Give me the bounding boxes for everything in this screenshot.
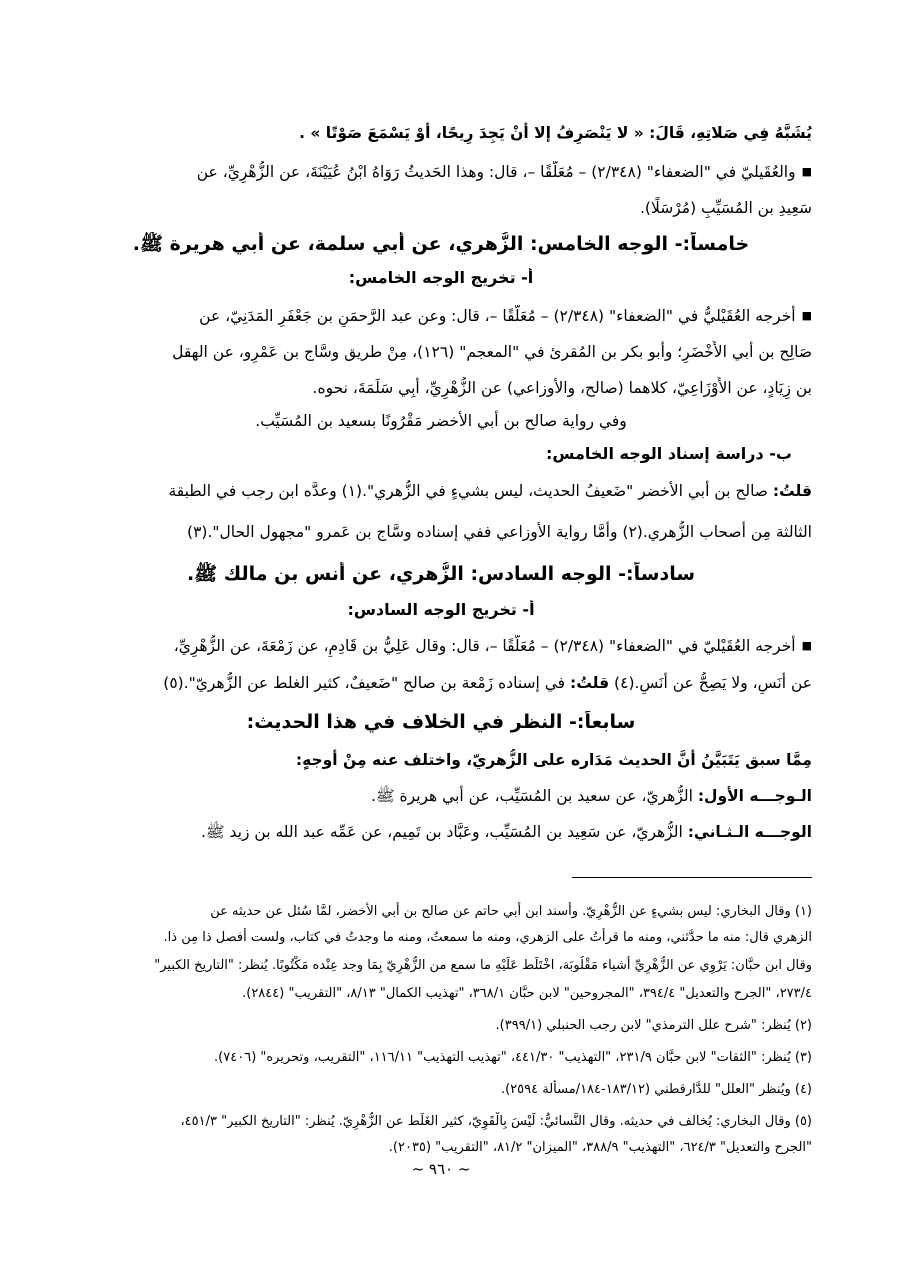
text-line [70,672,812,694]
text-line [70,161,812,183]
text-line-content: الزُّهريّ، عن سَعِيد بن المُسَيِّب، وعَبَّاد بن تَمِيم، عن عَمِّه عبد الله بن زيد ﷺ. [200,823,683,841]
subsection-heading: أ- تخريج الوجه السادس: [347,600,535,619]
footnote-line: (١) وقال البخاري: ليس بشيءٍ عن الزُّهْرِيّ. وأسند ابن أبي حاتم عن صالح بن أبي الأخضر، لمَّا سُئل عن حديثه عن [210,904,812,919]
footnote-line: ٢٧٣/٤، "الجرح والتعديل" ٣٩٤/٤، "المجروحين" لابن حبَّان ٣٦٨/١، "تهذيب الكمال" ٨/١٣، "التقريب" (٢٨٤٤). [242,986,812,1001]
footnote-separator [572,877,812,878]
text-line-content: عن أَنَسٍ، ولا يَصِحُّ عن أَنَسٍ.(٤) [614,674,812,692]
text-line [70,635,812,657]
footnote-line: (٤) ويُنظر "العلل" للدَّارقطني (١٨٣/١٢-١٨٤/مسألة ٢٥٩٤). [500,1082,812,1097]
text-line [70,305,812,327]
text-line-content: في إسناده زَمْعة بن صالح "ضَعيفٌ، كثير الغلط عن الزُّهريّ".(٥) [163,674,566,692]
document-page [70,0,812,1273]
page-number: ~ ٩٦٠ ~ [411,1160,471,1178]
text-line [70,821,812,843]
text-line-content: أخرجه العُقَيْليُّ في "الضعفاء" (٢/٣٤٨) – مُعَلَّقًا –، قال: وعن عبد الرَّحمَنِ بن جَعْفَرٍ المَدَنِيّ، عن [199,307,796,325]
note-label: قلتُ: [772,482,812,500]
aspect-label: الـوجـــه الأول: [697,787,812,805]
subsection-heading: أ- تخريج الوجه الخامس: [348,268,534,287]
text-line: مِمَّا سبق يَتَبَيَّنُ أنَّ الحديث مَدَاره على الزُّهريّ، واختلف عنه مِنْ أوجهٍ: [295,751,812,769]
text-line: صَالِح بن أبي الأَخْضَرِ؛ وأبو بكر بن المُقرئ في "المعجم" (١٢٦)، مِنْ طريق وسَّاج بن عَمْرٍو، عن الهقل [172,343,812,361]
subsection-heading: ب- دراسة إسناد الوجه الخامس: [545,444,792,463]
footnote-line: "الجرح والتعديل" ٦٢٤/٣، "التهذيب" ٣٨٨/٩، "الميزان" ٨١/٢، "التقريب" (٢٠٣٥). [388,1140,812,1155]
note-label: قلتُ: [570,674,610,692]
bullet-icon: ■ [801,165,812,178]
text-line-content: الزُّهريّ، عن سعيد بن المُسَيِّب، عن أبي هريرة ﷺ. [370,787,693,805]
text-line-content: والعُقَيليّ في "الضعفاء" (٢/٣٤٨) – مُعَلَّقًا –، قال: وهذا الحَديثُ رَوَاهُ ابْنُ عُيَيْنَةَ، عن الزُّهْرِيِّ، عن [196,163,796,181]
text-line: الثالثة مِن أصحاب الزُّهري.(٢) وأمَّا رواية الأوزاعي ففي إسناده وسَّاج بن عَمرو "مجهول الحال".(٣) [187,523,812,541]
footnote-line: الزهري قال: منه ما حدَّثني، ومنه ما قرأتُ على الزهري، ومنه ما سمعتُ، ومنه ما وجدتُ في كتاب، ولست أفصل ذا مِن ذا. [163,930,812,945]
text-line: وفي رواية صالح بن أبي الأخضر مَقْرُونًا بسعيد بن المُسَيِّب. [255,412,627,430]
text-line-content: صالح بن أبي الأخضر "ضَعيفُ الحديث، ليس بشيءٍ في الزُّهري".(١) وعدَّه ابن رجب في الطبقة [168,482,768,500]
text-line-content: أخرجه العُقَيْليّ في "الضعفاء" (٢/٣٤٨) – مُعَلَّقًا –، قال: وقال عَلِيُّ بن قَادِمٍ، عن زَمْعَةَ، عن الزُّهْرِيِّ، [173,637,796,655]
bullet-icon: ■ [801,639,812,652]
footnote-line: وقال ابن حبَّان: يَرْوِي عن الزُّهْرِيِّ أشياء مَقْلُوبَة، اخْتَلَط عَلَيْهِ ما سمع من الزُّهْرِيّ بِمَا وجد عِنْده مَكْتُوبًا. يُنظر: "التاريخ الكبير" [154,958,812,973]
section-heading: سابعاً:- النظر في الخلاف في هذا الحديث: [246,711,636,733]
text-line: يُشَبَّهُ فِي صَلاتِهِ، قَالَ: « لا يَنْصَرِفُ إلا أنْ يَجِدَ رِيحًا، أَوْ يَسْمَعَ صَوْتًا » . [299,124,812,142]
footnote-line: (٢) يُنظر: "شرح علل الترمذي" لابن رجب الحنبلي (٣٩٩/١). [495,1018,812,1033]
section-heading: خامساً:- الوجه الخامس: الزُّهري، عن أبي سلمة، عن أبي هريرة ﷺ. [132,233,750,255]
text-line [70,480,812,502]
bullet-icon: ■ [801,309,812,322]
text-line: سَعِيدِ بن المُسَيِّبِ (مُرْسَلًا). [640,199,812,217]
text-line [70,785,812,807]
aspect-label: الوجـــه الـثـاني: [687,823,812,841]
section-heading: سادساً:- الوجه السادس: الزُّهري، عن أنس بن مالك ﷺ. [186,563,696,585]
footnote-line: (٥) وقال البخاري: يُخالف في حديثه. وقال النَّسائيُّ: لَيْسَ بِالْقَوِيّ، كثير الغَلَط عن الزُّهْرِيّ. يُنظر: "التاريخ الكبير" ٤٥١/٣، [180,1114,812,1129]
footnote-line: (٣) يُنظر: "الثقات" لابن حبَّان ٢٣١/٩، "التهذيب" ٤٤١/٣٠، "تهذيب التهذيب" ١١٦/١١، "التقريب، وتحريره" (٧٤٠٦). [214,1050,812,1065]
text-line: بن زِيَادٍ، عن الأَوْزَاعِيّ، كلاهما (صالح، والأوزاعي) عن الزُّهْرِيِّ، أَبِي سَلَمَةَ، نحوه. [312,379,812,397]
